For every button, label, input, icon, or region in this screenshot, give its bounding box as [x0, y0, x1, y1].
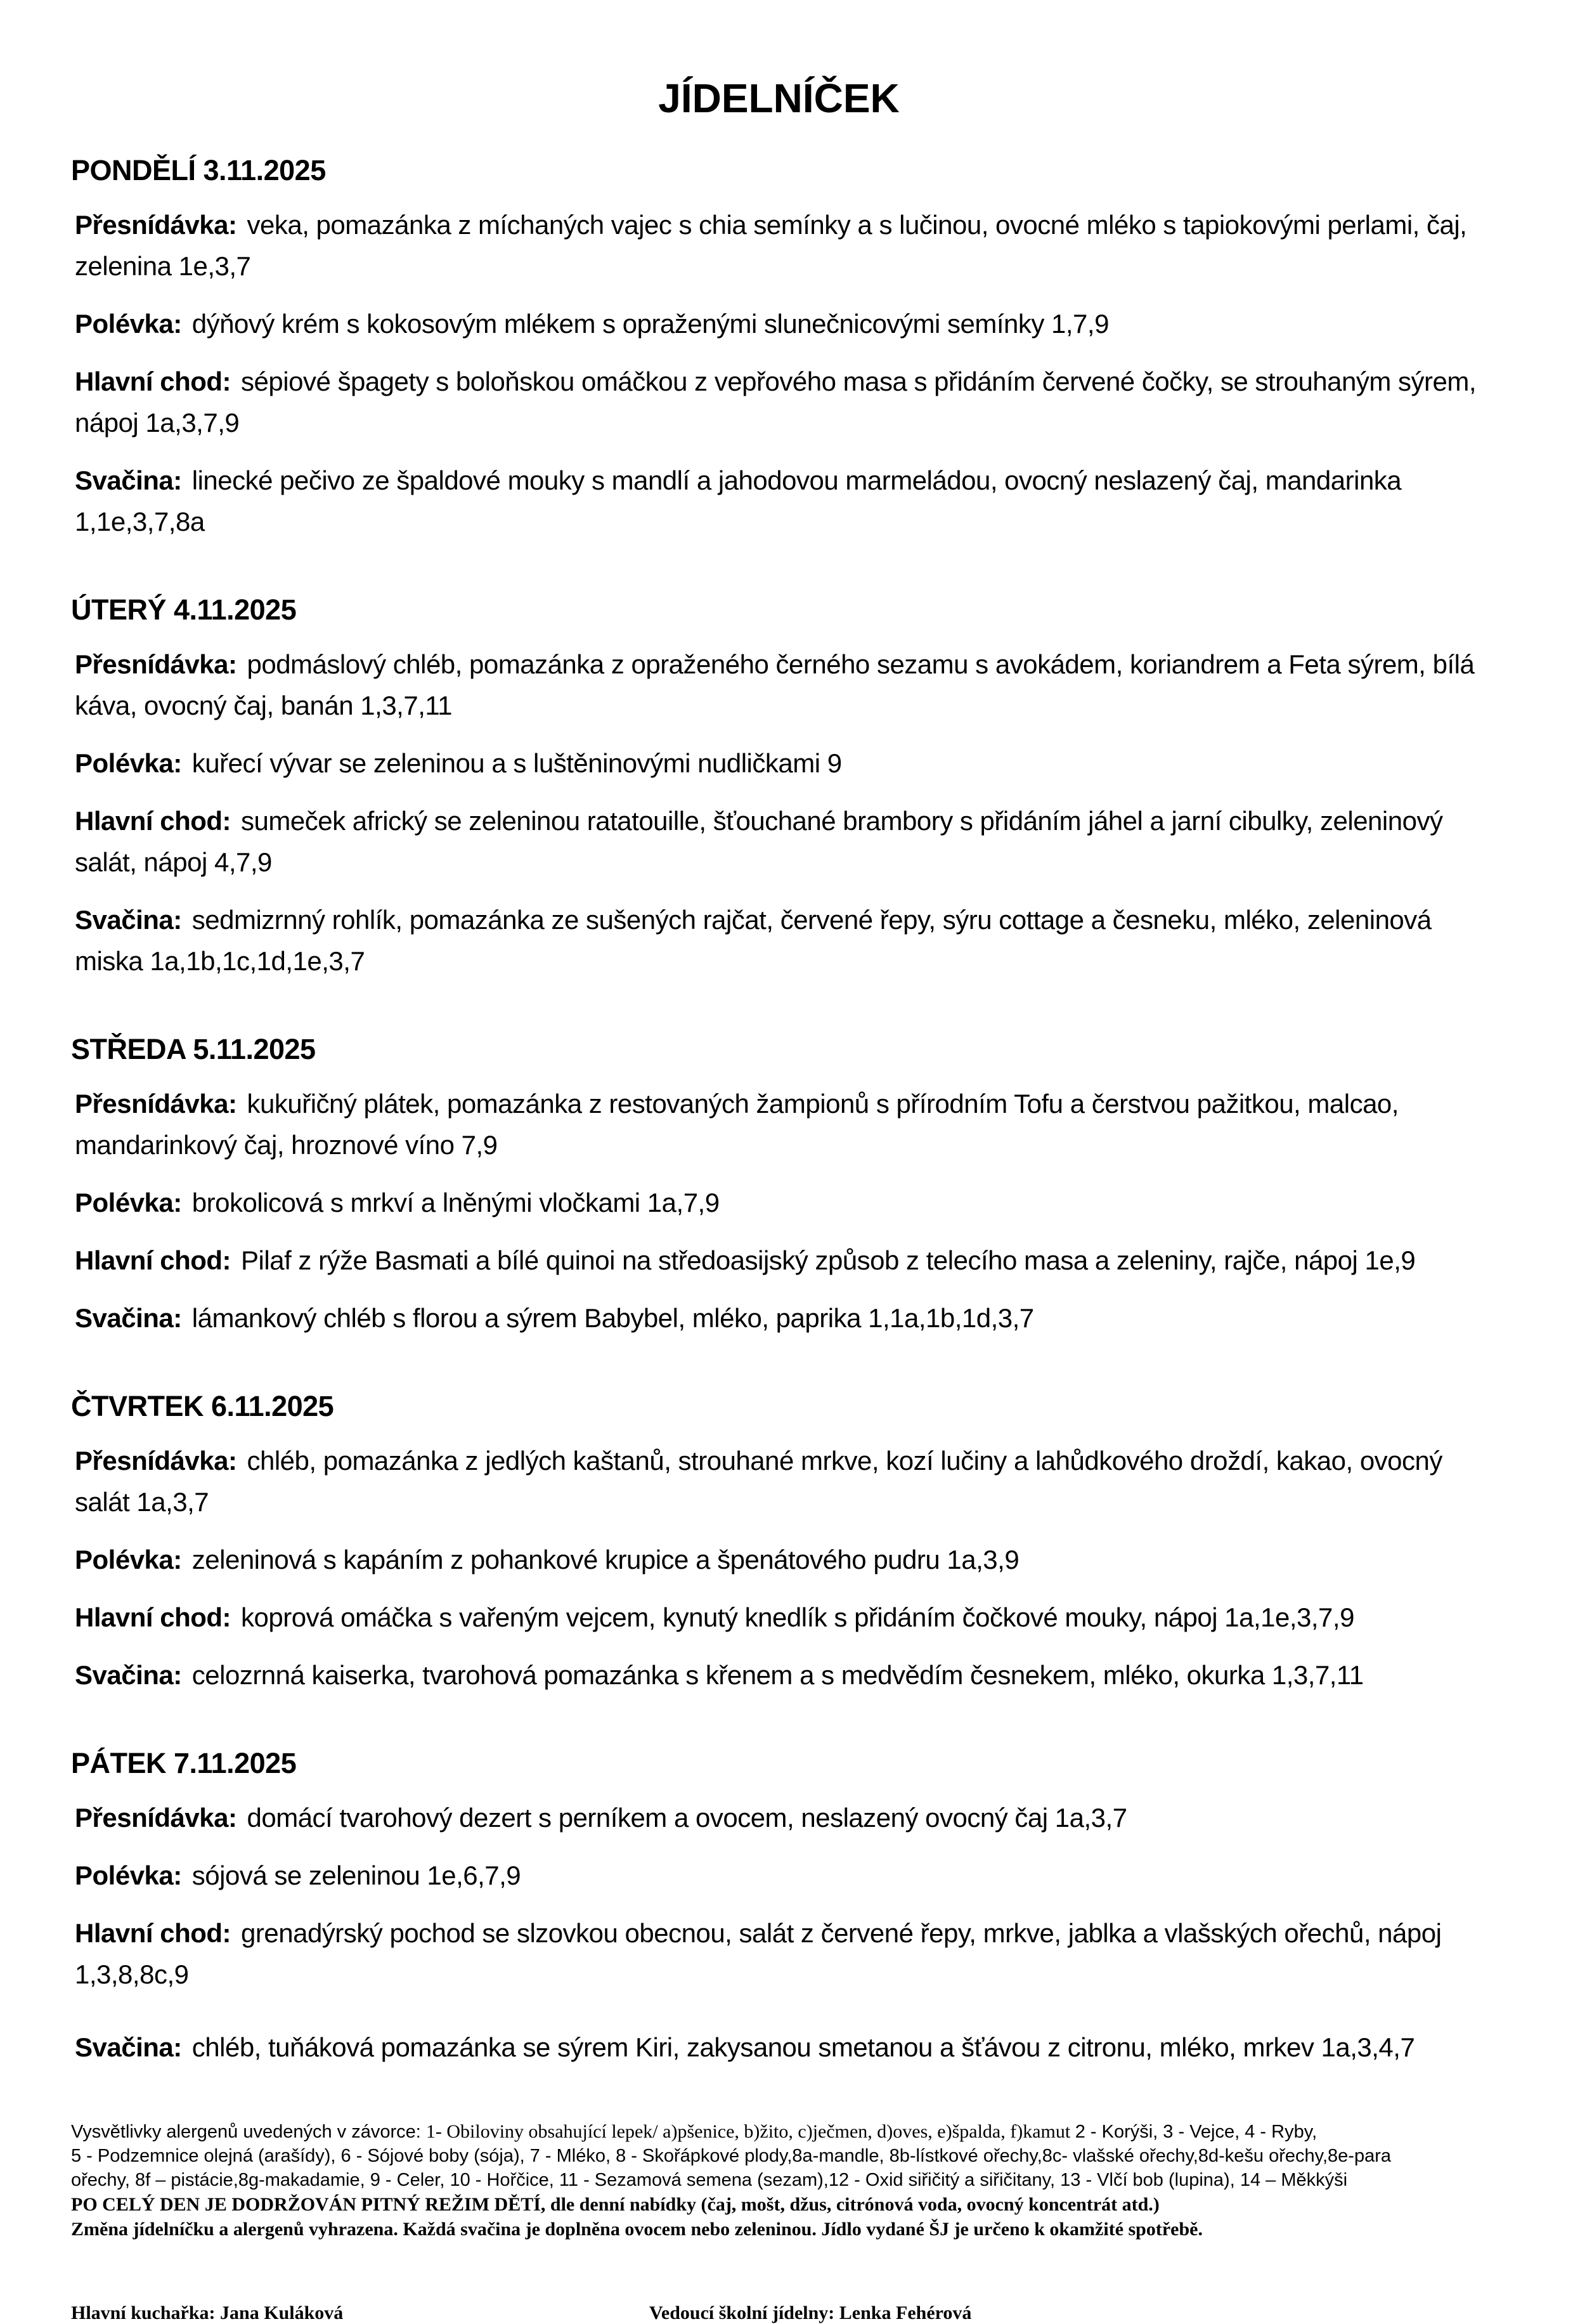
meal-label: Přesnídávka: [75, 649, 237, 680]
drink-regime-notice: PO CELÝ DEN JE DODRŽOVÁN PITNÝ REŽIM DĚTÍ, dle denní nabídky (čaj, mošt, džus, citrónová voda, ovocný koncentrát atd.) [71, 2194, 1160, 2216]
meal-text: lámankový chléb s florou a sýrem Babybel, mléko, paprika 1,1a,1b,1d,3,7 [191, 1303, 1034, 1334]
allergen-line-2: 5 - Podzemnice olejná (arašídy), 6 - Sójové boby (sója), 7 - Mléko, 8 - Skořápkové plody,8a-mandle, 8b-lístkové ořechy,8c- vlašské ořechy,8d-kešu ořechy,8e-para [71, 2146, 1391, 2167]
meal-label: Hlavní chod: [75, 367, 231, 397]
meal-label: Hlavní chod: [75, 1245, 231, 1276]
meal-label: Hlavní chod: [75, 806, 231, 836]
meal-label: Hlavní chod: [75, 1918, 231, 1949]
meal-row [71, 800, 1487, 883]
meal-row [71, 1597, 1487, 1638]
day-section-monday [71, 153, 1487, 542]
meal-text: kuřecí vývar se zeleninou a s luštěninovými nudličkami 9 [191, 748, 842, 779]
meal-label: Přesnídávka: [75, 1446, 237, 1476]
signature-manager: Vedoucí školní jídelny: Lenka Fehérová [649, 2302, 972, 2324]
meal-label: Hlavní chod: [75, 1602, 231, 1633]
meal-label: Přesnídávka: [75, 210, 237, 240]
meal-row [71, 303, 1487, 344]
meal-text: sójová se zeleninou 1e,6,7,9 [191, 1860, 521, 1891]
menu-change-notice: Změna jídelníčku a alergenů vyhrazena. Každá svačina je doplněna ovocem nebo zeleninou. Jídlo vydané ŠJ je určeno k okamžité spotřebě. [71, 2219, 1203, 2240]
meal-text: celozrnná kaiserka, tvarohová pomazánka s křenem a s medvědím česnekem, mléko, okurka 1,3,7,11 [191, 1660, 1364, 1691]
meal-row [71, 899, 1487, 982]
page-title: JÍDELNÍČEK [658, 75, 900, 121]
footer [71, 2120, 1487, 2242]
day-section-friday [71, 1746, 1487, 2068]
meal-text: grenadýrský pochod se slzovkou obecnou, salát z červené řepy, mrkve, jablka a vlašských ořechů, nápoj 1,3,8,8c,9 [75, 1918, 1442, 1990]
meal-label: Polévka: [75, 1860, 182, 1891]
meal-text: chléb, pomazánka z jedlých kaštanů, strouhané mrkve, kozí lučiny a lahůdkového droždí, kakao, ovocný salát 1a,3,7 [75, 1446, 1442, 1517]
meal-label: Svačina: [75, 1303, 182, 1334]
meal-text: Pilaf z rýže Basmati a bílé quinoi na středoasijský způsob z telecího masa a zeleniny, rajče, nápoj 1e,9 [241, 1245, 1416, 1276]
meal-row [71, 1297, 1487, 1339]
meal-label: Svačina: [75, 1660, 182, 1691]
day-header: ČTVRTEK 6.11.2025 [71, 1390, 334, 1423]
meal-label: Přesnídávka: [75, 1089, 237, 1119]
meal-text: sedmizrnný rohlík, pomazánka ze sušených rajčat, červené řepy, sýru cottage a česneku, mléko, zeleninová miska 1a,1b,1c,1d,1e,3,7 [75, 905, 1432, 977]
signature-cook: Hlavní kuchařka: Jana Kuláková [71, 2302, 344, 2324]
meal-label: Polévka: [75, 1545, 182, 1575]
meal-row [71, 460, 1487, 542]
meal-row [71, 1654, 1487, 1696]
meal-row [71, 1182, 1487, 1223]
meal-label: Přesnídávka: [75, 1803, 237, 1833]
meal-row [71, 1083, 1487, 1165]
meal-row [71, 1440, 1487, 1522]
meal-text: brokolicová s mrkví a lněnými vločkami 1a,7,9 [191, 1188, 720, 1218]
meal-row [71, 204, 1487, 287]
meal-row [71, 1855, 1487, 1896]
meal-text: zeleninová s kapáním z pohankové krupice a špenátového pudru 1a,3,9 [191, 1545, 1020, 1575]
day-section-tuesday [71, 593, 1487, 982]
allergen-line-1 [71, 2120, 1487, 2144]
menu-document [0, 75, 1573, 2324]
day-header: PONDĚLÍ 3.11.2025 [71, 154, 326, 187]
allergen-serif-segment: 1- Obiloviny obsahující lepek/ a)pšenice, b)žito, c)ječmen, d)oves, e)špalda, f)kamut [425, 2121, 1075, 2143]
meal-text: veka, pomazánka z míchaných vajec s chia semínky a s lučinou, ovocné mléko s tapiokovými perlami, čaj, zelenina 1e,3,7 [75, 210, 1467, 282]
meal-row [71, 743, 1487, 784]
meal-row [71, 1240, 1487, 1281]
meal-row [71, 361, 1487, 443]
signature-row [71, 2302, 1487, 2324]
meal-label: Polévka: [75, 309, 182, 339]
meal-text: podmáslový chléb, pomazánka z opraženého černého sezamu s avokádem, koriandrem a Feta sýrem, bílá káva, ovocný čaj, banán 1,3,7,11 [75, 649, 1475, 721]
meal-text: linecké pečivo ze špaldové mouky s mandlí a jahodovou marmeládou, ovocný neslazený čaj, mandarinka 1,1e,3,7,8a [75, 465, 1402, 537]
meal-label: Polévka: [75, 748, 182, 779]
meal-text: domácí tvarohový dezert s perníkem a ovocem, neslazený ovocný čaj 1a,3,7 [247, 1803, 1127, 1833]
allergen-intro: Vysvětlivky alergenů uvedených v závorce: [71, 2122, 426, 2143]
meal-text: sumeček africký se zeleninou ratatouille, šťouchané brambory s přidáním jáhel a jarní cibulky, zeleninový salát, nápoj 4,7,9 [75, 806, 1443, 878]
meal-row [71, 2027, 1487, 2068]
meal-row [71, 644, 1487, 726]
day-section-thursday [71, 1389, 1487, 1696]
meal-text: chléb, tuňáková pomazánka se sýrem Kiri, zakysanou smetanou a šťávou z citronu, mléko, mrkev 1a,3,4,7 [191, 2032, 1415, 2063]
meal-text: dýňový krém s kokosovým mlékem s opraženými slunečnicovými semínky 1,7,9 [191, 309, 1109, 339]
meal-text: sépiové špagety s boloňskou omáčkou z vepřového masa s přidáním červené čočky, se strouhaným sýrem, nápoj 1a,3,7,9 [75, 367, 1477, 438]
meal-text: kukuřičný plátek, pomazánka z restovaných žampionů s přírodním Tofu a čerstvou pažitkou, malcao, mandarinkový čaj, hroznové víno 7,9 [75, 1089, 1399, 1160]
meal-label: Svačina: [75, 2032, 182, 2063]
meal-label: Polévka: [75, 1188, 182, 1218]
meal-row [71, 1912, 1487, 1995]
meal-label: Svačina: [75, 905, 182, 935]
meal-label: Svačina: [75, 465, 182, 496]
meal-row [71, 1539, 1487, 1580]
day-section-wednesday [71, 1032, 1487, 1339]
allergen-line-3: ořechy, 8f – pistácie,8g-makadamie, 9 - Celer, 10 - Hořčice, 11 - Sezamová semena (sezam),12 - Oxid siřičitý a siřičitany, 13 - Vlčí bob (lupina), 14 – Měkkýši [71, 2170, 1348, 2191]
allergen-rest: 2 - Korýši, 3 - Vejce, 4 - Ryby, [1075, 2122, 1317, 2143]
meal-row [71, 1797, 1487, 1838]
allergen-legend [71, 2120, 1487, 2192]
day-header: ÚTERÝ 4.11.2025 [71, 594, 297, 626]
day-header: STŘEDA 5.11.2025 [71, 1033, 316, 1066]
meal-text: koprová omáčka s vařeným vejcem, kynutý knedlík s přidáním čočkové mouky, nápoj 1a,1e,3,7,9 [241, 1602, 1354, 1633]
day-header: PÁTEK 7.11.2025 [71, 1747, 297, 1780]
